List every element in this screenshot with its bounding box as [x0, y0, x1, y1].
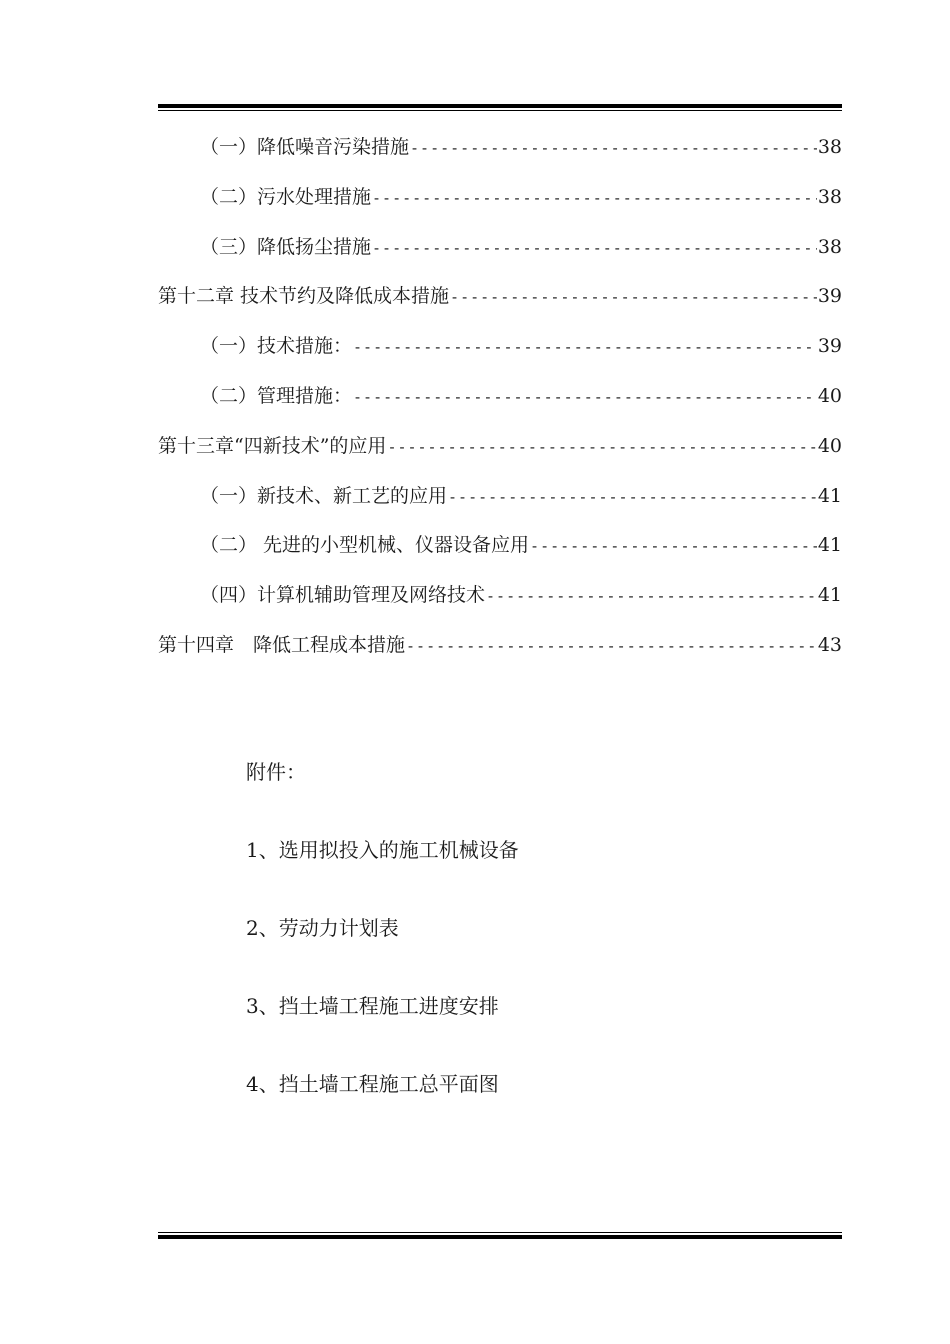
toc-entry-title: 第十二章 技术节约及降低成本措施 [158, 285, 450, 308]
toc-entry-page: 41 [817, 534, 842, 557]
toc-leader [372, 189, 817, 207]
toc-leader [387, 438, 816, 456]
toc-entry-title: （四）计算机辅助管理及网络技术 [200, 584, 486, 607]
toc-entry-page: 41 [817, 584, 842, 607]
toc-chapter-entry[interactable] [158, 630, 842, 680]
toc-entry-page: 40 [817, 384, 842, 407]
toc-leader [372, 239, 817, 257]
toc-leader [530, 537, 817, 555]
appendix-item: 1、选用拟投入的施工机械设备 [246, 838, 519, 862]
toc-entry[interactable] [158, 530, 842, 580]
toc-entry-page: 39 [817, 285, 842, 308]
toc-entry[interactable] [158, 381, 842, 431]
toc-entry-title: （二）污水处理措施 [200, 185, 372, 208]
toc-leader [410, 139, 817, 157]
header-rule [158, 104, 842, 111]
toc-entry-title: （三）降低扬尘措施 [200, 235, 372, 258]
toc-leader [353, 388, 817, 406]
toc-entry-title: 第十四章 降低工程成本措施 [158, 633, 406, 656]
toc-leader [486, 587, 817, 605]
toc-entry[interactable] [158, 580, 842, 630]
toc-entry-title: 第十三章“四新技术”的应用 [158, 434, 387, 457]
toc-leader [448, 488, 817, 506]
appendix-section [246, 756, 519, 1146]
toc-leader [450, 288, 817, 306]
toc-entry-page: 41 [817, 484, 842, 507]
toc-entry[interactable] [158, 132, 842, 182]
toc-entry-page: 38 [817, 235, 842, 258]
toc-chapter-entry[interactable] [158, 431, 842, 481]
appendix-item: 4、挡土墙工程施工总平面图 [246, 1072, 499, 1096]
toc-leader [406, 637, 817, 655]
appendix-heading: 附件： [246, 760, 306, 784]
appendix-item: 3、挡土墙工程施工进度安排 [246, 994, 499, 1018]
toc-entry[interactable] [158, 182, 842, 232]
toc-entry[interactable] [158, 481, 842, 531]
toc-entry-page: 43 [817, 633, 842, 656]
toc-entry-page: 39 [817, 335, 842, 358]
toc-entry-title: （一）技术措施： [200, 335, 353, 358]
toc-entry-page: 38 [817, 185, 842, 208]
toc-leader [353, 338, 817, 356]
toc-entry-title: （二） 先进的小型机械、仪器设备应用 [200, 534, 530, 557]
toc-entry-page: 38 [817, 136, 842, 158]
toc-chapter-entry[interactable] [158, 281, 842, 331]
toc-entry-title: （二）管理措施： [200, 384, 353, 407]
toc-entry-title: （一）新技术、新工艺的应用 [200, 484, 448, 507]
toc-entry[interactable] [158, 232, 842, 282]
footer-rule [158, 1232, 842, 1239]
toc-entry-title: （一）降低噪音污染措施 [200, 136, 410, 158]
appendix-item: 2、劳动力计划表 [246, 916, 399, 940]
toc-entry[interactable] [158, 331, 842, 381]
table-of-contents [158, 132, 842, 680]
toc-entry-page: 40 [817, 434, 842, 457]
